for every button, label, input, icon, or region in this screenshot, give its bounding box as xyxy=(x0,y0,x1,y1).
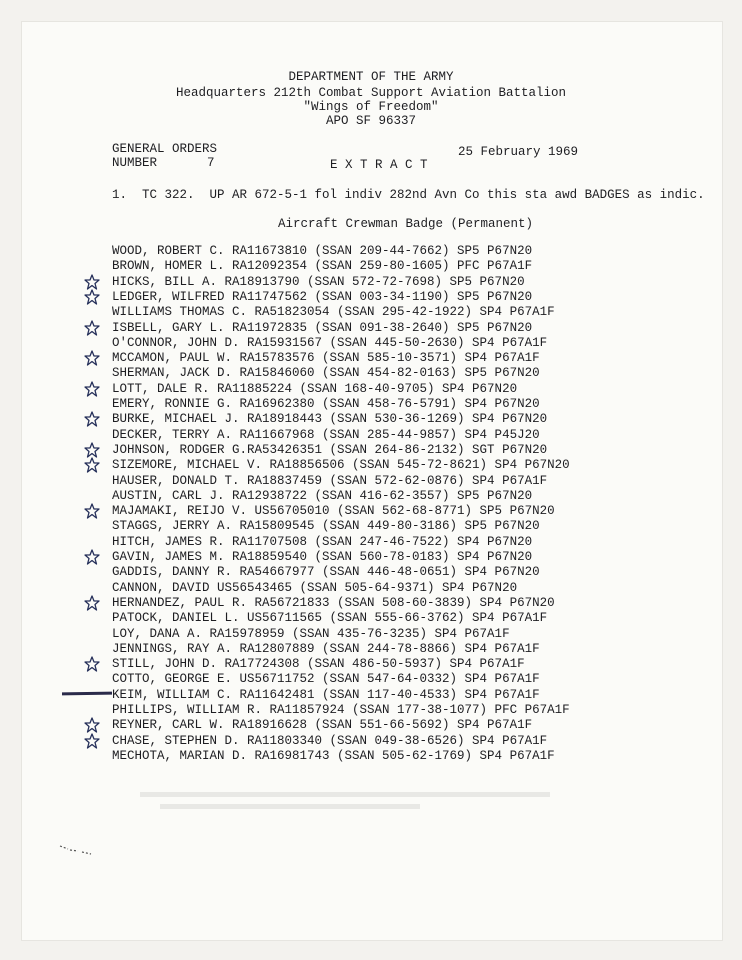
unit-heading: Headquarters 212th Combat Support Aviation Battalion xyxy=(175,86,567,100)
roster-entry: WOOD, ROBERT C. RA11673810 (SSAN 209-44-7662) SP5 P67N20 xyxy=(112,244,533,258)
star-mark-icon xyxy=(84,457,100,473)
roster-entry: LOY, DANA A. RA15978959 (SSAN 435-76-3235) SP4 P67A1F xyxy=(112,626,510,641)
roster-entry: KEIM, WILLIAM C. RA11642481 (SSAN 117-40-4533) SP4 P67A1F xyxy=(112,687,540,702)
roster-entry: CHASE, STEPHEN D. RA11803340 (SSAN 049-38-6526) SP4 P67A1F xyxy=(112,733,548,748)
number-label: NUMBER xyxy=(112,156,158,170)
roster-entry: BURKE, MICHAEL J. RA18918443 (SSAN 530-36-1269) SP4 P67N20 xyxy=(112,412,548,427)
extract-label: E X T R A C T xyxy=(330,158,428,172)
roster-entry: ISBELL, GARY L. RA11972835 (SSAN 091-38-2640) SP5 P67N20 xyxy=(112,320,533,335)
roster-entry: EMERY, RONNIE G. RA16962380 (SSAN 458-76-5791) SP4 P67N20 xyxy=(112,397,540,411)
star-mark-icon xyxy=(84,274,100,290)
roster-entry: MCCAMON, PAUL W. RA15783576 (SSAN 585-10-3571) SP4 P67A1F xyxy=(112,351,540,366)
star-mark-icon xyxy=(84,350,100,366)
roster-entry: STAGGS, JERRY A. RA15809545 (SSAN 449-80-3186) SP5 P67N20 xyxy=(112,519,540,534)
roster-entry: LEDGER, WILFRED RA11747562 (SSAN 003-34-1190) SP5 P67N20 xyxy=(112,289,533,304)
roster-entry: HERNANDEZ, PAUL R. RA56721833 (SSAN 508-60-3839) SP4 P67N20 xyxy=(112,595,555,610)
apo-address: APO SF 96337 xyxy=(325,114,416,128)
star-mark-icon xyxy=(84,411,100,427)
roster-entry: GADDIS, DANNY R. RA54667977 (SSAN 446-48-0651) SP4 P67N20 xyxy=(112,565,540,580)
unit-motto: "Wings of Freedom" xyxy=(303,100,439,114)
star-mark-icon xyxy=(84,549,100,565)
roster-entry: MECHOTA, MARIAN D. RA16981743 (SSAN 505-62-1769) SP4 P67A1F xyxy=(112,748,555,763)
order-number: 7 xyxy=(207,156,215,170)
roster-entry: MAJAMAKI, REIJO V. US56705010 (SSAN 562-68-8771) SP5 P67N20 xyxy=(112,504,555,519)
roster-entry: HICKS, BILL A. RA18913790 (SSAN 572-72-7698) SP5 P67N20 xyxy=(112,274,525,289)
roster-entry: HAUSER, DONALD T. RA18837459 (SSAN 572-62-0876) SP4 P67A1F xyxy=(112,473,548,488)
roster-entry: WILLIAMS THOMAS C. RA51823054 (SSAN 295-42-1922) SP4 P67A1F xyxy=(112,305,555,320)
roster-entry: PATOCK, DANIEL L. US56711565 (SSAN 555-66-3762) SP4 P67A1F xyxy=(112,611,548,626)
star-mark-icon xyxy=(84,320,100,336)
star-mark-icon xyxy=(84,442,100,458)
roster-entry: HITCH, JAMES R. RA11707508 (SSAN 247-46-7522) SP4 P67N20 xyxy=(112,534,533,549)
order-paragraph: 1. TC 322. UP AR 672-5-1 fol indiv 282nd Avn Co this sta awd BADGES as indic. xyxy=(112,188,705,202)
roster-entry: O'CONNOR, JOHN D. RA15931567 (SSAN 445-50-2630) SP4 P67A1F xyxy=(112,335,548,350)
roster-entry: AUSTIN, CARL J. RA12938722 (SSAN 416-62-3557) SP5 P67N20 xyxy=(112,488,533,503)
faded-text-bleed xyxy=(140,790,560,814)
order-date: 25 February 1969 xyxy=(458,145,579,159)
roster-entry: DECKER, TERRY A. RA11667968 (SSAN 285-44-9857) SP4 P45J20 xyxy=(112,427,540,442)
roster-entry: JENNINGS, RAY A. RA12807889 (SSAN 244-78-8866) SP4 P67A1F xyxy=(112,641,540,656)
star-mark-icon xyxy=(84,503,100,519)
star-mark-icon xyxy=(84,289,100,305)
roster-entry: SHERMAN, JACK D. RA15846060 (SSAN 454-82-0163) SP5 P67N20 xyxy=(112,366,540,381)
star-mark-icon xyxy=(84,381,100,397)
section-title: Aircraft Crewman Badge (Permanent) xyxy=(278,217,534,231)
roster-entry: PHILLIPS, WILLIAM R. RA11857924 (SSAN 177-38-1077) PFC P67A1F xyxy=(112,703,570,717)
roster-entry: LOTT, DALE R. RA11885224 (SSAN 168-40-9705) SP4 P67N20 xyxy=(112,381,518,396)
general-orders-label: GENERAL ORDERS xyxy=(112,142,218,156)
roster-entry: REYNER, CARL W. RA18916628 (SSAN 551-66-5692) SP4 P67A1F xyxy=(112,718,533,733)
roster-entry: COTTO, GEORGE E. US56711752 (SSAN 547-64-0332) SP4 P67A1F xyxy=(112,672,540,687)
roster-entry: GAVIN, JAMES M. RA18859540 (SSAN 560-78-0183) SP4 P67N20 xyxy=(112,550,533,564)
smudge-mark xyxy=(58,842,94,856)
roster-entry: CANNON, DAVID US56543465 (SSAN 505-64-9371) SP4 P67N20 xyxy=(112,580,518,595)
roster-entry: SIZEMORE, MICHAEL V. RA18856506 (SSAN 545-72-8621) SP4 P67N20 xyxy=(112,458,570,473)
star-mark-icon xyxy=(84,595,100,611)
roster-entry: STILL, JOHN D. RA17724308 (SSAN 486-50-5937) SP4 P67A1F xyxy=(112,657,525,672)
department-heading: DEPARTMENT OF THE ARMY xyxy=(288,70,454,84)
star-mark-icon xyxy=(84,717,100,733)
roster-entry: BROWN, HOMER L. RA12092354 (SSAN 259-80-1605) PFC P67A1F xyxy=(112,259,533,274)
star-mark-icon xyxy=(84,733,100,749)
star-mark-icon xyxy=(84,656,100,672)
roster-entry: JOHNSON, RODGER G.RA53426351 (SSAN 264-86-2132) SGT P67N20 xyxy=(112,442,548,457)
